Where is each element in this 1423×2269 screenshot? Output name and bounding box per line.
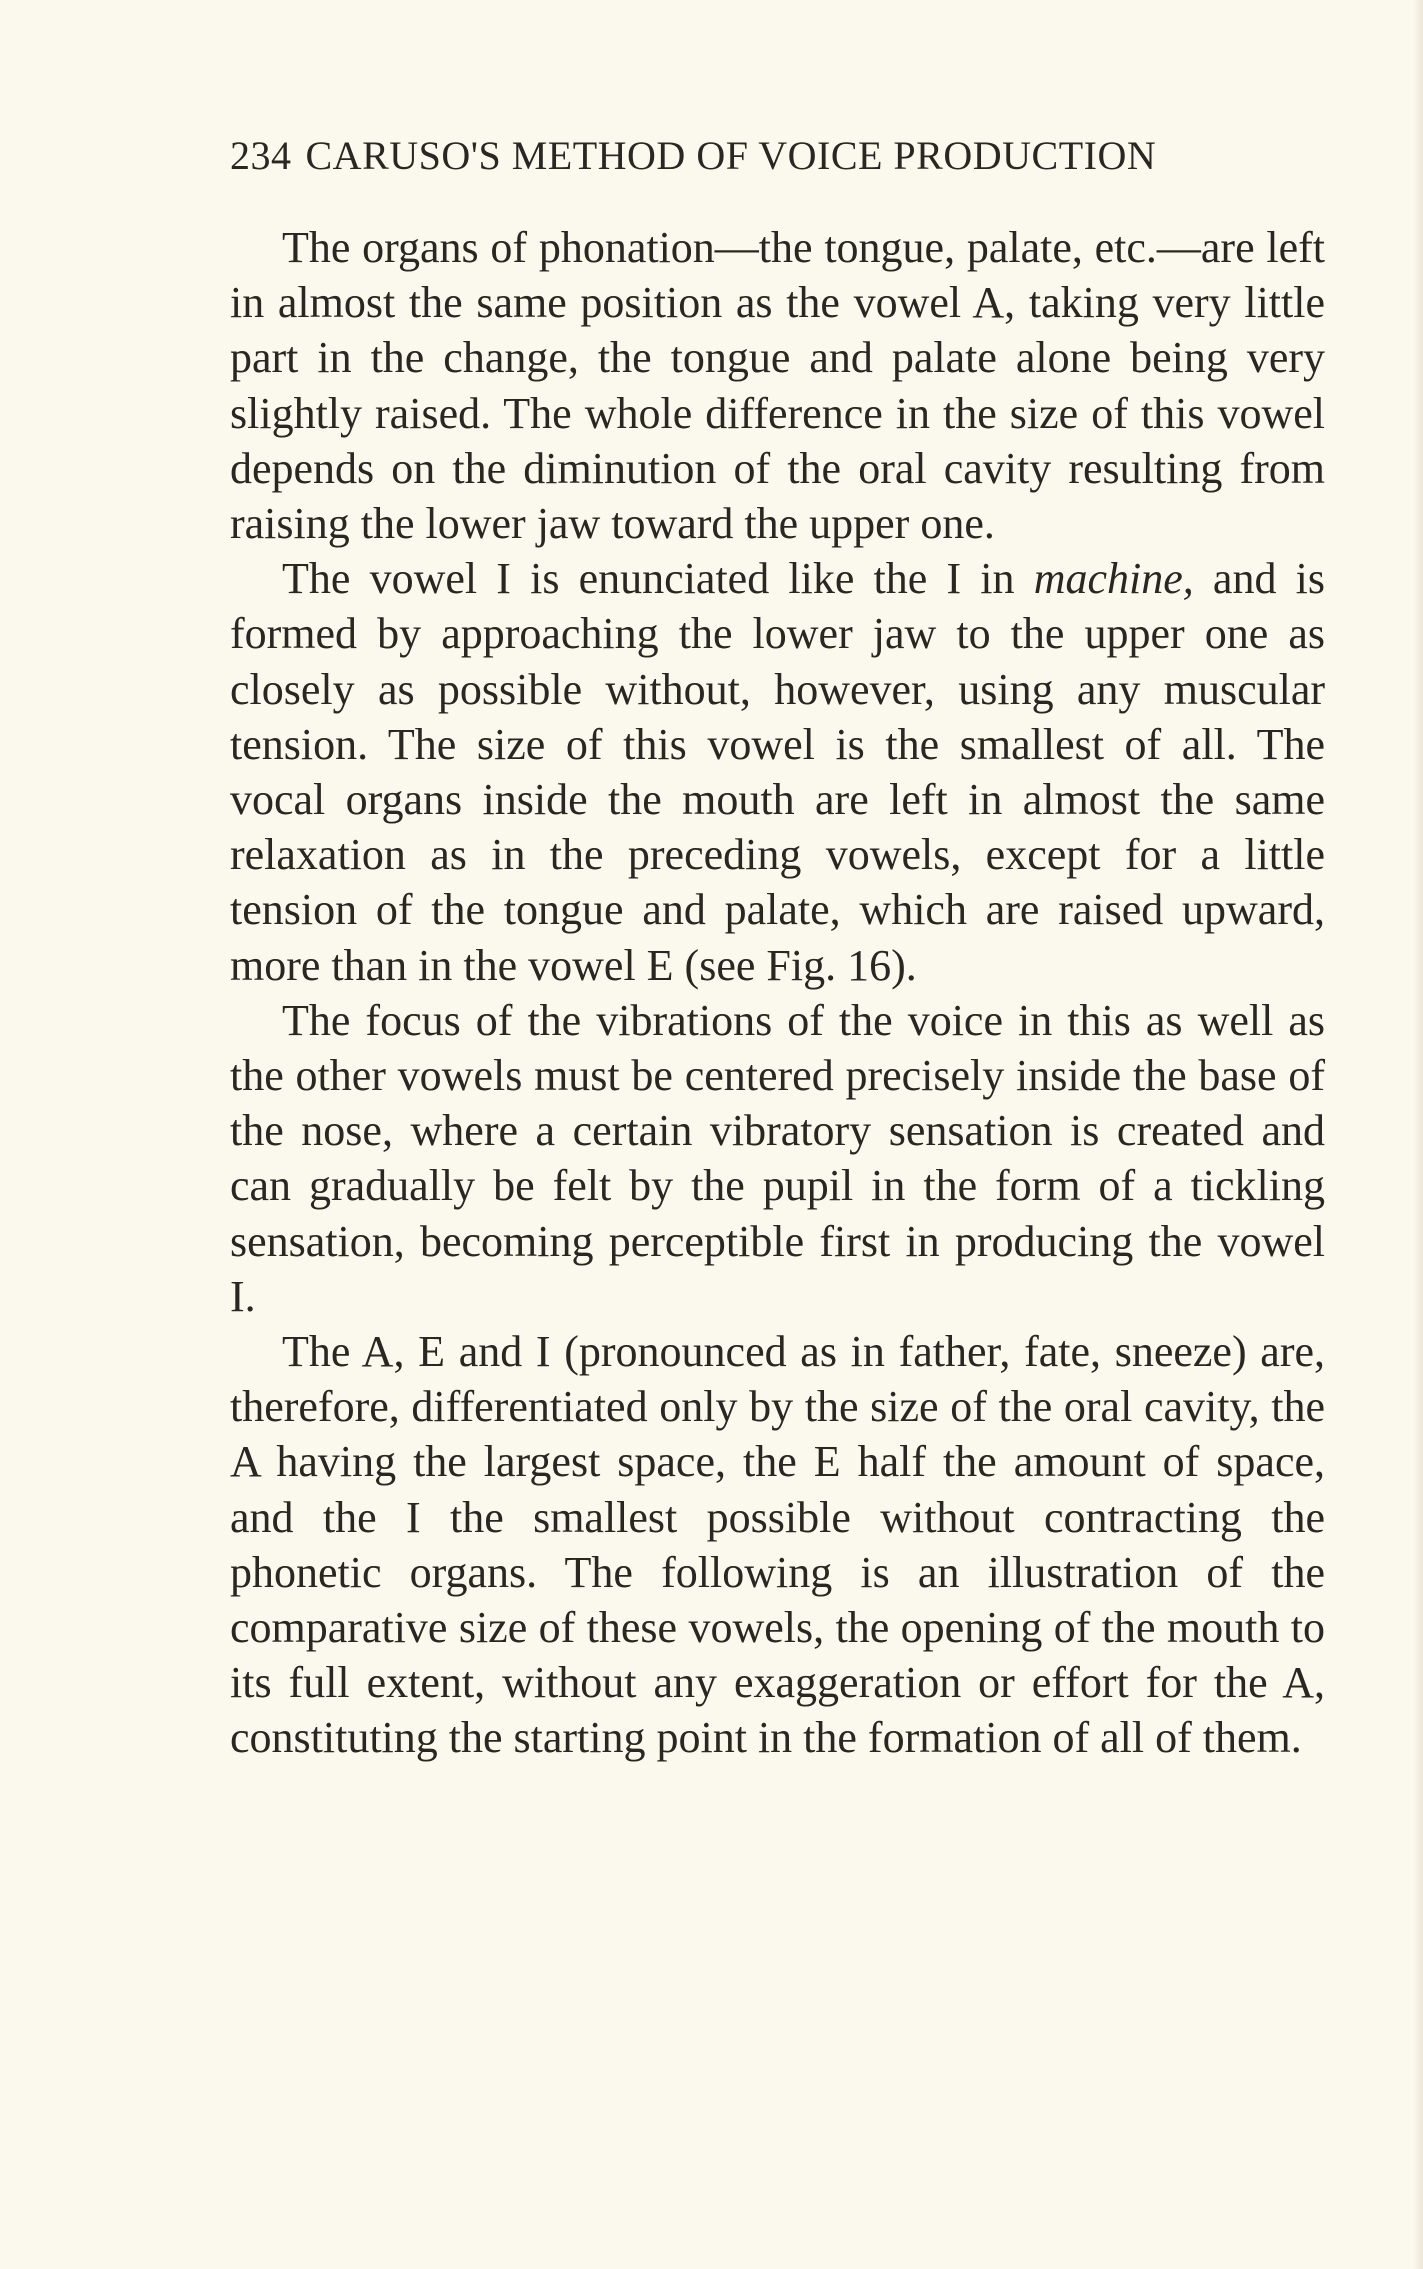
body-text [230, 220, 1325, 1766]
emphasized-word: machine, [1033, 554, 1194, 604]
paragraph-text: and is formed by approaching the lower jaw to the upper one as closely as possible without, however, using any muscular tension. The size of this vowel is the smallest of all. The vocal organs inside the mouth are left in almost the same relaxation as in the preceding vowels, except for a little tension of the tongue and palate, which are raised upward, more than in the vowel E (see Fig. 16). [230, 554, 1325, 990]
paragraph [230, 551, 1325, 993]
paragraph: The A, E and I (pronounced as in father, fate, sneeze) are, therefore, differentiated only by the size of the oral cavity, the A having the largest space, the E half the amount of space, and the I the smallest possible without contracting the phonetic organs. The following is an illustration of the comparative size of these vowels, the opening of the mouth to its full extent, without any exaggeration or effort for the A, constituting the starting point in the formation of all of them. [230, 1327, 1325, 1763]
paragraph: The focus of the vibrations of the voice in this as well as the other vowels must be centered precisely inside the base of the nose, where a certain vibratory sensation is created and can gradually be felt by the pupil in the form of a tickling sensation, becoming perceptible first in producing the vowel I. [230, 995, 1325, 1321]
page-number: 234 [230, 133, 292, 178]
running-head [230, 128, 1310, 184]
running-head-title: CARUSO'S METHOD OF VOICE PRODUCTION [305, 133, 1157, 178]
paragraph-text: The vowel I is enunciated like the I in [282, 554, 1034, 604]
paragraph: The organs of phonation—the tongue, palate, etc.—are left in almost the same position as the vowel A, taking very little part in the change, the tongue and palate alone being very slightly raised. The whole difference in the size of this vowel depends on the diminution of the oral cavity resulting from raising the lower jaw toward the upper one. [230, 223, 1325, 549]
page-edge-shadow [1413, 0, 1423, 2269]
